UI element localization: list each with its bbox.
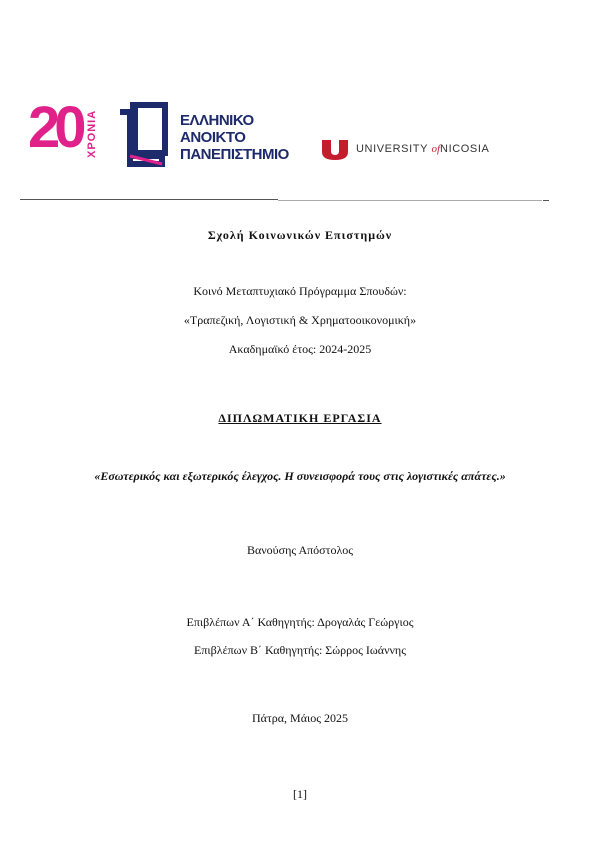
supervisor-a: Επιβλέπων Α΄ Καθηγητής: Δρογαλάς Γεώργιος xyxy=(186,615,414,629)
eap-logo-number: 20 xyxy=(28,95,81,160)
place-date: Πάτρα, Μάιος 2025 xyxy=(252,711,348,725)
eap-logo-text xyxy=(180,112,289,163)
eap-logo-line-2: ΑΝΟΙΚΤΟ xyxy=(180,129,246,146)
unic-logo xyxy=(322,138,512,162)
unic-name-part2: NICOSIA xyxy=(440,143,490,155)
supervisor-b: Επιβλέπων Β΄ Καθηγητής: Σώρρος Ιωάννης xyxy=(194,643,406,657)
header-divider-end xyxy=(543,200,549,201)
header-divider-light xyxy=(278,200,542,201)
academic-year: Ακαδημαϊκό έτος: 2024-2025 xyxy=(228,342,372,356)
unic-logo-text xyxy=(356,143,489,155)
eap-logo xyxy=(28,95,289,176)
unic-name-of: of xyxy=(431,143,441,155)
author-name: Βανούσης Απόστολος xyxy=(246,543,354,557)
eap-logo-line-1: ΕΛΛΗΝΙΚΟ xyxy=(180,112,254,129)
thesis-title: «Εσωτερικός και εξωτερικός έλεγχος. Η συνεισφορά τους στις λογιστικές απάτες.» xyxy=(94,469,506,483)
school-name: Σχολή Κοινωνικών Επιστημών xyxy=(207,228,393,242)
thesis-label: ΔΙΠΛΩΜΑΤΙΚΗ ΕΡΓΑΣΙΑ xyxy=(218,411,382,425)
unic-name-part1: UNIVERSITY xyxy=(356,143,428,155)
program-line-2: «Τραπεζική, Λογιστική & Χρηματοοικονομική» xyxy=(183,313,417,327)
program-line-1: Κοινό Μεταπτυχιακό Πρόγραμμα Σπουδών: xyxy=(193,284,407,298)
page-number: [1] xyxy=(293,787,307,801)
unic-mark-icon xyxy=(322,140,348,160)
eap-book-icon xyxy=(116,98,176,168)
eap-logo-line-3: ΠΑΝΕΠΙΣΤΗΜΙΟ xyxy=(180,146,289,163)
eap-logo-vertical-text: ΧΡΟΝΙΑ xyxy=(86,109,98,159)
header-divider xyxy=(20,199,278,200)
